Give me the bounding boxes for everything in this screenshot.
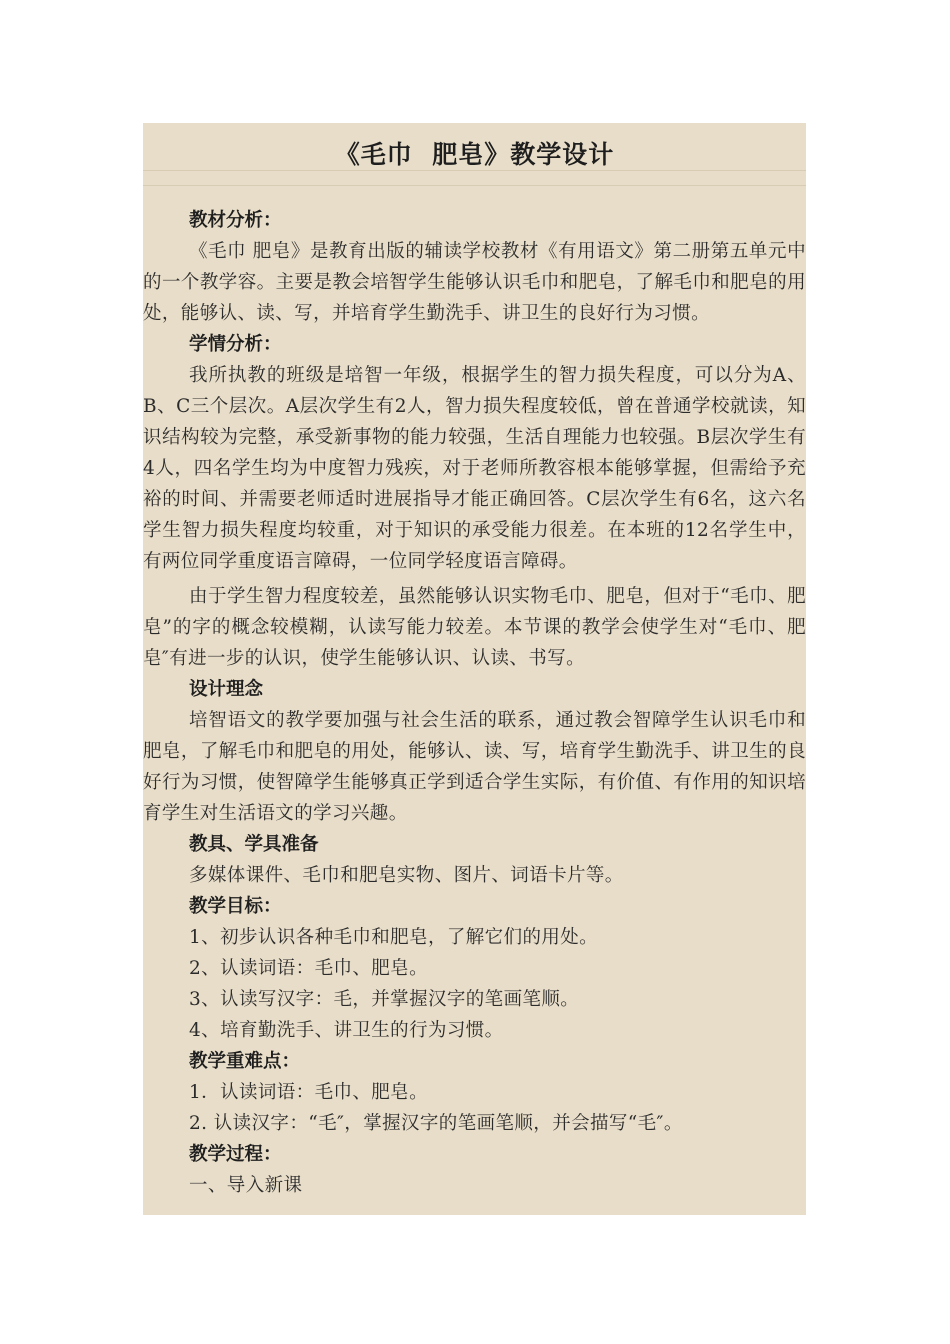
section-heading-tools: 教具、学具准备 [189,834,319,855]
goal-item: 3、认读写汉字：毛，并掌握汉字的笔画笔顺。 [189,989,580,1010]
student-analysis-text-2: 由于学生智力程度较差，虽然能够认识实物毛巾、肥皂，但对于“毛巾、肥皂”的字的概念较模糊，认读写能力较差。本节课的教学会使学生对“毛巾、肥皂″有进一步的认识，使学生能够认识、认读、书写。 [143,586,806,669]
section-heading-goals: 教学目标： [189,896,282,917]
goal-item: 2、认读词语：毛巾、肥皂。 [189,958,428,979]
section-heading-process: 教学过程： [189,1144,282,1165]
goal-item: 4、培育勤洗手、讲卫生的行为习惯。 [189,1020,504,1041]
section-heading-material: 教材分析： [189,210,282,231]
section-heading-students: 学情分析： [189,334,282,355]
keypoint-item: 1．认读词语：毛巾、肥皂。 [189,1082,428,1103]
design-concept-text: 培智语文的教学要加强与社会生活的联系，通过教会智障学生认识毛巾和肥皂，了解毛巾和肥皂的用处，能够认、读、写，培育学生勤洗手、讲卫生的良好行为习惯，使智障学生能够真正学到适合学生实际，有价值、有作用的知识培育学生对生活语文的学习兴趣。 [143,710,806,824]
student-analysis-text-1: 我所执教的班级是培智一年级，根据学生的智力损失程度，可以分为A、B、C三个层次。A层次学生有2人，智力损失程度较低，曾在普通学校就读，知识结构较为完整，承受新事物的能力较强，生活自理能力也较强。B层次学生有4人，四名学生均为中度智力残疾，对于老师所教容根本能够掌握，但需给予充裕的时间、并需要老师适时进展指导才能正确回答。C层次学生有6名，这六名学生智力损失程度均较重，对于知识的承受能力很差。在本班的12名学生中，有两位同学重度语言障碍，一位同学轻度语言障碍。 [143,365,806,572]
document-page [143,123,806,1215]
keypoint-item: 2. 认读汉字：“毛″，掌握汉字的笔画笔顺，并会描写“毛″。 [189,1113,683,1134]
process-item: 一、导入新课 [189,1175,303,1196]
divider [143,185,806,186]
tools-text: 多媒体课件、毛巾和肥皂实物、图片、词语卡片等。 [189,865,624,886]
goal-item: 1、初步认识各种毛巾和肥皂，了解它们的用处。 [189,927,599,948]
document-body [143,205,806,1201]
section-heading-keypoints: 教学重难点： [189,1051,301,1072]
document-title: 《毛巾 肥皂》教学设计 [334,140,615,169]
section-heading-concept: 设计理念 [189,679,264,700]
material-analysis-text: 《毛巾 肥皂》是教育出版的辅读学校教材《有用语文》第二册第五单元中的一个教学容。主要是教会培智学生能够认识毛巾和肥皂，了解毛巾和肥皂的用处，能够认、读、写，并培育学生勤洗手、讲卫生的良好行为习惯。 [143,241,806,324]
